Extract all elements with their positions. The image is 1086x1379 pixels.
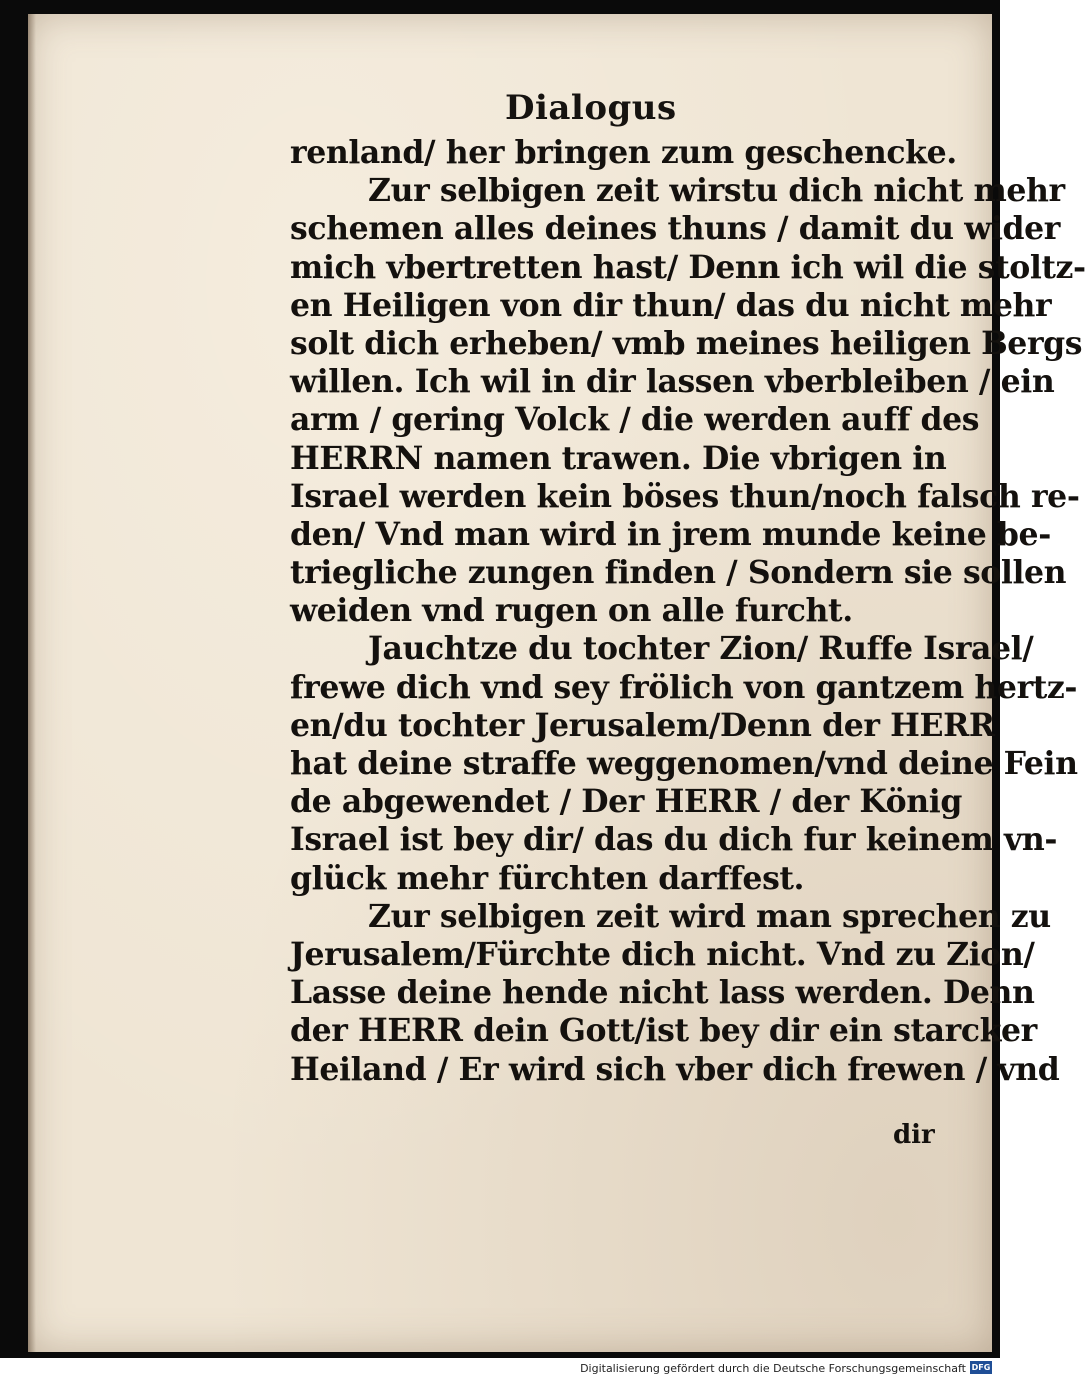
text-line: glück mehr fürchten darffest.	[290, 859, 805, 897]
text-line: frewe dich vnd sey frölich von gantzem hertz-	[290, 668, 1078, 706]
text-line: triegliche zungen finden / Sondern sie sollen	[290, 554, 1067, 592]
text-line: Zur selbigen zeit wirstu dich nicht mehr	[368, 172, 1065, 210]
text-line: en Heiligen von dir thun/ das du nicht mehr	[290, 286, 1052, 324]
footer-bar	[0, 1358, 1000, 1379]
page-text-block	[290, 134, 1086, 1089]
text-line: en/du tochter Jerusalem/Denn der HERR	[290, 706, 995, 744]
text-line: Israel ist bey dir/ das du dich fur keinem vn-	[290, 821, 1058, 859]
text-line: renland/ her bringen zum geschencke.	[290, 134, 957, 171]
text-line: Jauchtze du tochter Zion/ Ruffe Israel/	[368, 630, 1034, 668]
text-line: HERRN namen trawen. Die vbrigen in	[290, 439, 947, 477]
text-line: Lasse deine hende nicht lass werden. Denn	[290, 974, 1035, 1012]
dfg-logo-icon: DFG	[971, 1363, 991, 1372]
text-line: hat deine straffe weggenomen/vnd deine Fein	[290, 745, 1078, 782]
text-line: solt dich erheben/ vmb meines heiligen Bergs	[290, 324, 1083, 362]
text-line: den/ Vnd man wird in jrem munde keine be-	[290, 515, 1051, 553]
text-line: mich vbertretten hast/ Denn ich wil die stoltz-	[290, 248, 1086, 286]
text-line: Jerusalem/Fürchte dich nicht. Vnd zu Zion/	[290, 935, 1035, 973]
text-line: Heiland / Er wird sich vber dich frewen / vnd	[290, 1050, 1060, 1088]
text-line: schemen alles deines thuns / damit du wider	[290, 210, 1060, 248]
text-line: weiden vnd rugen on alle furcht.	[290, 592, 853, 630]
text-line: der HERR dein Gott/ist bey dir ein starcker	[290, 1012, 1037, 1050]
text-line: arm / gering Volck / die werden auff des	[290, 401, 980, 439]
running-head: Dialogus	[505, 88, 677, 128]
text-line: Israel werden kein böses thun/noch falsch re-	[290, 477, 1080, 515]
catchword: dir	[893, 1120, 935, 1150]
text-line: de abgewendet / Der HERR / der König	[290, 783, 962, 821]
text-line: Zur selbigen zeit wird man sprechen zu	[368, 897, 1051, 935]
footer-credit: Digitalisierung gefördert durch die Deutsche Forschungsgemeinschaft	[580, 1362, 966, 1375]
page-binding-shadow	[28, 14, 36, 1352]
text-line: willen. Ich wil in dir lassen vberbleiben / ein	[290, 363, 1055, 401]
